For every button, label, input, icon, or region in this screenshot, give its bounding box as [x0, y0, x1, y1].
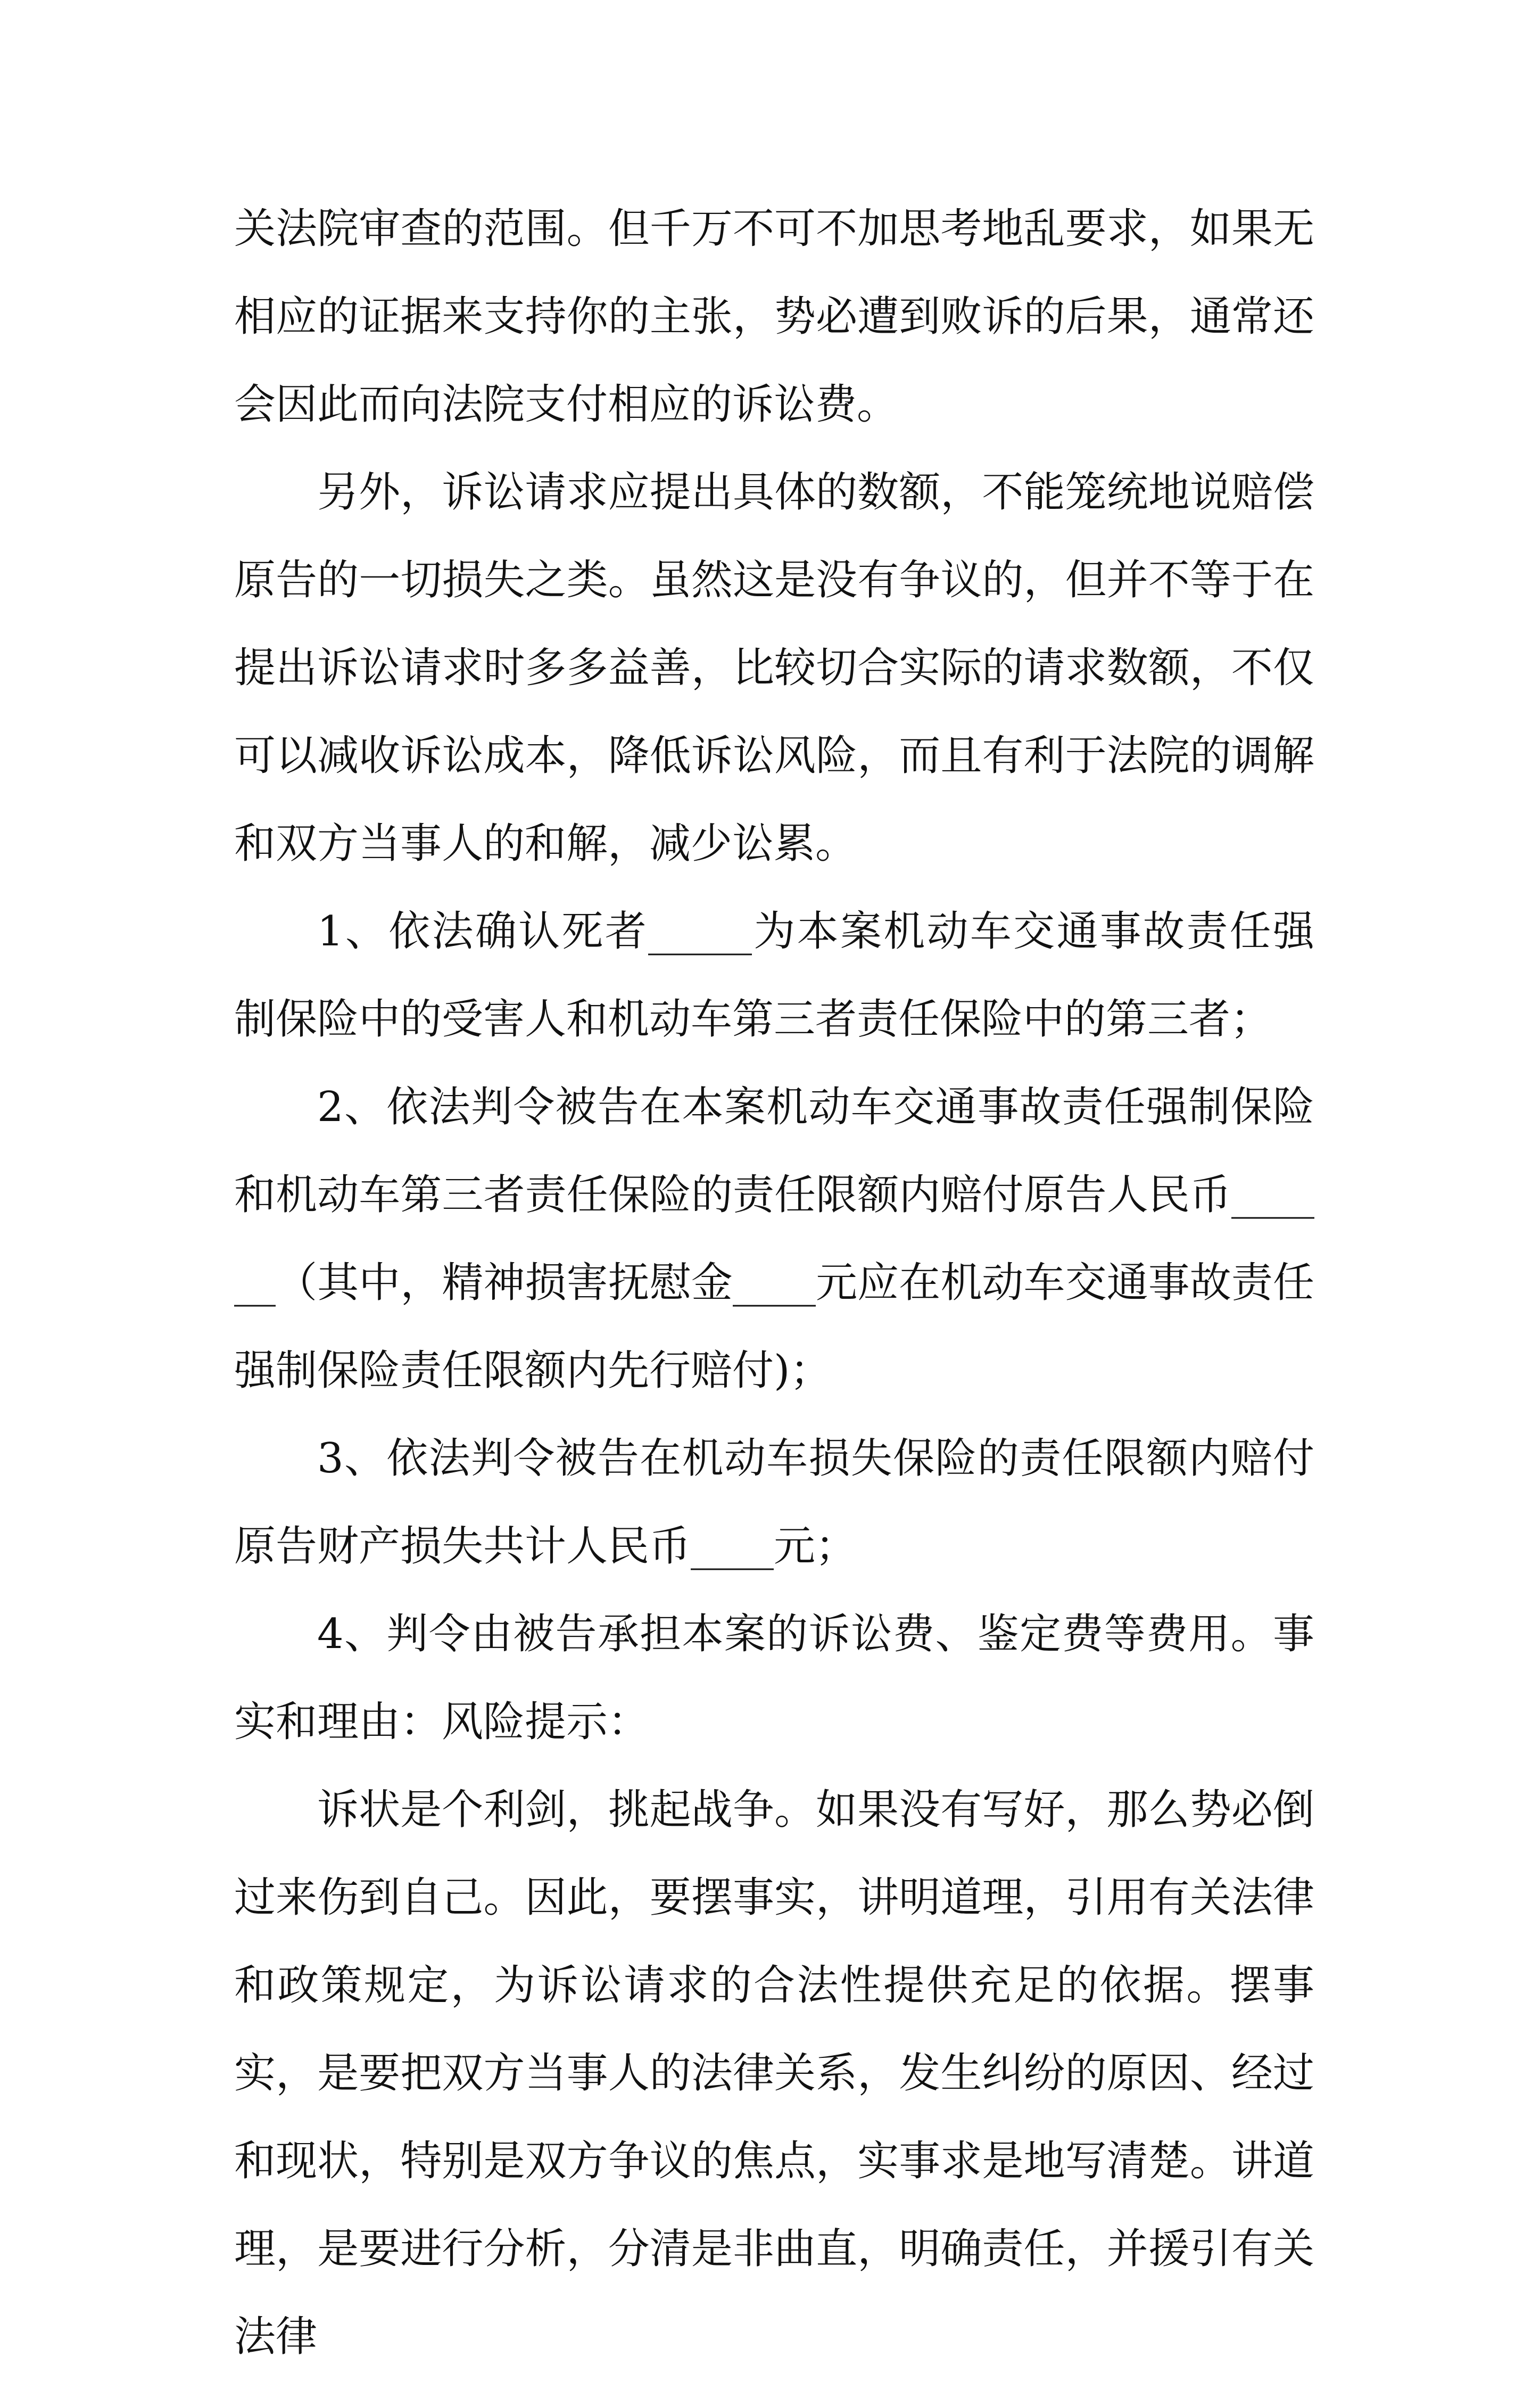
paragraph-claim-2: 2、依法判令被告在本案机动车交通事故责任强制保险和机动车第三者责任保险的责任限额内赔付原告人民币______（其中，精神损害抚慰金____元应在机动车交通事故责任强制保险责任限额内先行赔付)； — [234, 1083, 1314, 1395]
document-page — [234, 185, 1314, 2381]
paragraph-claim-4: 4、判令由被告承担本案的诉讼费、鉴定费等费用。事实和理由：风险提示： — [234, 1610, 1314, 1746]
paragraph-specific-amount: 另外，诉讼请求应提出具体的数额，不能笼统地说赔偿原告的一切损失之类。虽然这是没有争议的，但并不等于在提出诉讼请求时多多益善，比较切合实际的请求数额，不仅可以减收诉讼成本，降低诉讼风险，而且有利于法院的调解和双方当事人的和解，减少讼累。 — [234, 468, 1314, 868]
paragraph-court-review: 关法院审查的范围。但千万不可不加思考地乱要求，如果无相应的证据来支持你的主张，势必遭到败诉的后果，通常还会因此而向法院支付相应的诉讼费。 — [234, 205, 1314, 429]
paragraph-claim-1: 1、依法确认死者_____为本案机动车交通事故责任强制保险中的受害人和机动车第三者责任保险中的第三者； — [234, 908, 1314, 1043]
paragraph-risk-note: 诉状是个利剑，挑起战争。如果没有写好，那么势必倒过来伤到自己。因此，要摆事实，讲明道理，引用有关法律和政策规定，为诉讼请求的合法性提供充足的依据。摆事实，是要把双方当事人的法律关系，发生纠纷的原因、经过和现状，特别是双方争议的焦点，实事求是地写清楚。讲道理，是要进行分析，分清是非曲直，明确责任，并援引有关法律 — [234, 1786, 1314, 2361]
paragraph-claim-3: 3、依法判令被告在机动车损失保险的责任限额内赔付原告财产损失共计人民币____元； — [234, 1435, 1314, 1570]
